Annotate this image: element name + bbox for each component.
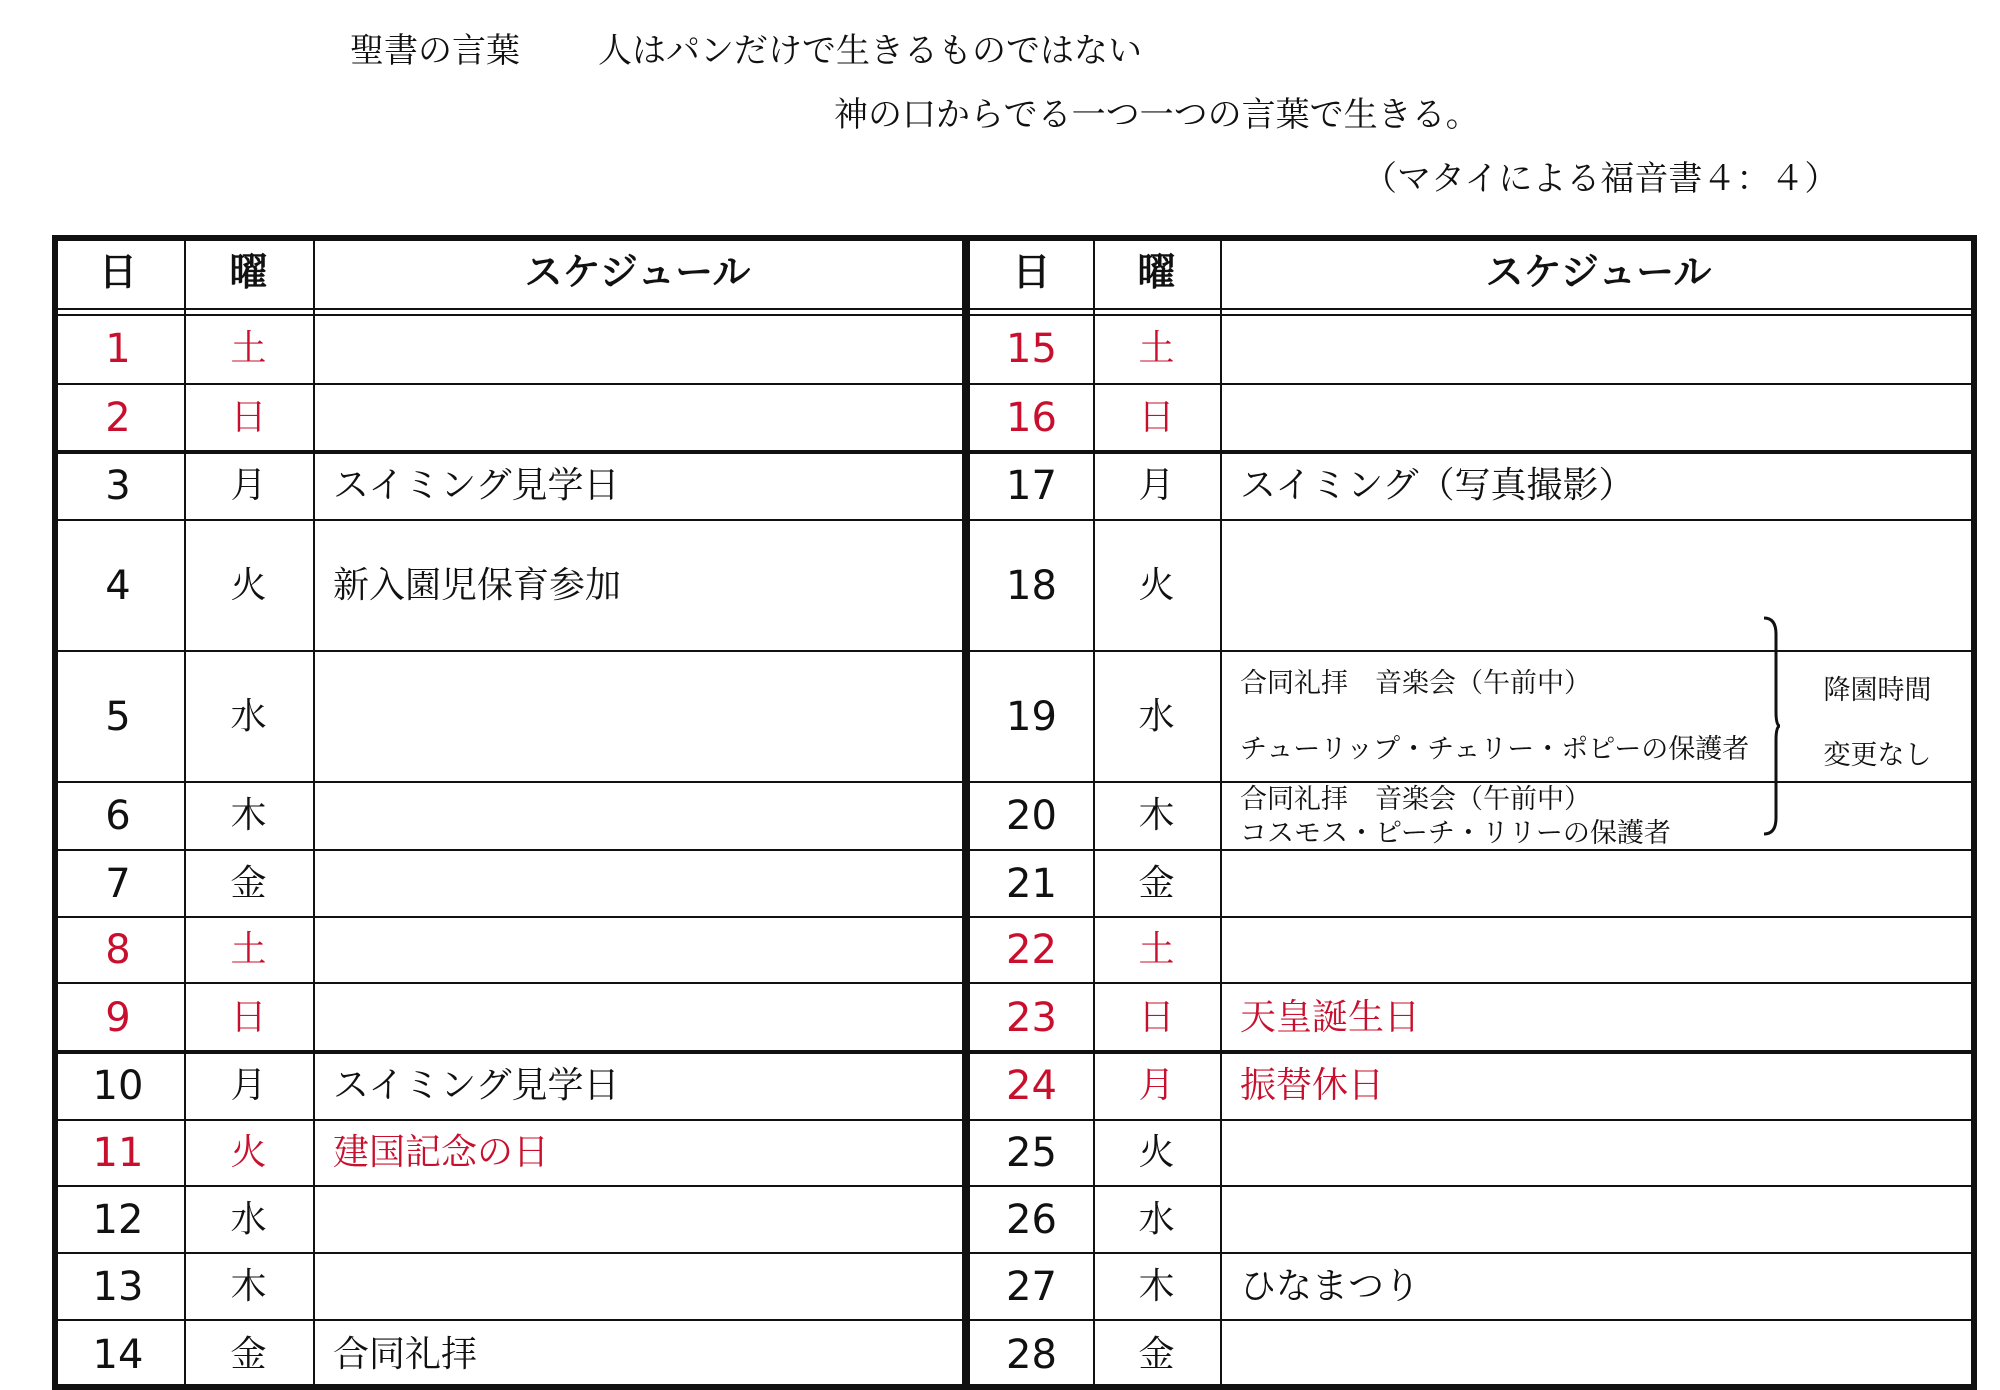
schedule-cell <box>313 314 962 384</box>
schedule-cell: 天皇誕生日 <box>1240 996 1421 1038</box>
schedule-cell <box>313 983 962 1052</box>
schedule-cell: 振替休日 <box>1240 1065 1385 1106</box>
weekday-cell: 火 <box>230 1132 267 1173</box>
weekday-cell: 金 <box>1138 862 1175 904</box>
day-cell: 22 <box>1006 927 1057 973</box>
weekday-cell: 金 <box>230 862 267 904</box>
schedule-cell <box>313 1253 962 1320</box>
header-weekday-right: 曜 <box>1137 249 1176 294</box>
weekday-cell: 日 <box>230 996 267 1038</box>
day-cell: 19 <box>1006 693 1057 740</box>
weekday-cell: 火 <box>230 564 267 606</box>
day-cell: 18 <box>1006 562 1057 609</box>
day-cell: 12 <box>92 1196 144 1243</box>
verse-line-2: 神の口からでる一つ一つの言葉で生きる。 <box>834 95 1480 135</box>
header-day-right: 日 <box>1012 249 1051 294</box>
day-cell: 27 <box>1006 1263 1057 1310</box>
schedule-line: 合同礼拝 音楽会（午前中） <box>1240 783 1591 815</box>
schedule-cell <box>1220 1120 1977 1186</box>
schedule-cell: ひなまつり <box>1240 1265 1421 1307</box>
day-cell: 4 <box>105 562 131 609</box>
schedule-cell <box>1220 520 1977 651</box>
weekday-cell: 土 <box>230 929 267 970</box>
schedule-line: チューリップ・チェリー・ポピーの保護者 <box>1240 733 1750 765</box>
day-cell: 17 <box>1006 463 1057 509</box>
weekday-cell: 土 <box>1138 328 1175 369</box>
weekday-cell: 日 <box>230 397 267 438</box>
day-cell: 24 <box>1006 1063 1057 1109</box>
schedule-cell <box>1220 850 1977 917</box>
day-cell: 5 <box>105 693 131 740</box>
weekday-cell: 月 <box>230 465 267 506</box>
weekday-cell: 日 <box>1138 996 1175 1038</box>
weekday-cell: 水 <box>1138 1198 1175 1240</box>
table-center-divider <box>962 235 970 1390</box>
day-cell: 7 <box>105 860 131 907</box>
weekday-cell: 土 <box>230 328 267 369</box>
day-cell: 16 <box>1006 395 1057 441</box>
schedule-cell <box>1220 917 1977 983</box>
schedule-cell <box>1220 314 1977 384</box>
weekday-cell: 水 <box>230 1198 267 1240</box>
day-cell: 15 <box>1006 326 1057 372</box>
day-cell: 28 <box>1006 1332 1057 1378</box>
schedule-cell <box>313 850 962 917</box>
schedule-cell: スイミング（写真撮影） <box>1240 465 1635 506</box>
day-cell: 2 <box>105 395 131 441</box>
schedule-cell <box>313 917 962 983</box>
schedule-cell <box>313 384 962 452</box>
day-cell: 26 <box>1006 1196 1057 1243</box>
day-cell: 3 <box>105 463 131 509</box>
day-cell: 6 <box>105 793 131 839</box>
schedule-cell <box>313 1186 962 1253</box>
day-cell: 11 <box>92 1130 144 1176</box>
day-cell: 10 <box>92 1063 144 1109</box>
weekday-cell: 火 <box>1138 1132 1175 1173</box>
day-cell: 23 <box>1006 994 1057 1041</box>
verse-text: 人はパンだけで生きるものではない <box>598 31 1142 71</box>
weekday-cell: 金 <box>230 1334 267 1375</box>
schedule-cell <box>313 651 962 782</box>
weekday-cell: 水 <box>230 695 267 737</box>
schedule-cell <box>1220 384 1977 452</box>
day-cell: 14 <box>92 1332 144 1378</box>
side-note-line-2: 変更なし <box>1823 739 1932 771</box>
header-rule-1 <box>52 308 1977 310</box>
verse-label: 聖書の言葉 <box>350 31 520 71</box>
weekday-cell: 月 <box>230 1065 267 1106</box>
schedule-line: 合同礼拝 音楽会（午前中） <box>1240 668 1591 700</box>
weekday-cell: 土 <box>1138 929 1175 970</box>
schedule-cell: 新入園児保育参加 <box>333 564 622 606</box>
verse-citation: （マタイによる福音書４：４） <box>1363 159 1839 199</box>
day-cell: 20 <box>1006 793 1057 839</box>
day-cell: 9 <box>105 994 131 1041</box>
schedule-cell <box>1220 1186 1977 1253</box>
day-cell: 21 <box>1006 860 1057 907</box>
schedule-cell: スイミング見学日 <box>333 1065 620 1106</box>
header-day-left: 日 <box>98 249 137 294</box>
schedule-cell: 合同礼拝 <box>333 1334 478 1375</box>
day-cell: 25 <box>1006 1130 1057 1176</box>
weekday-cell: 火 <box>1138 564 1175 606</box>
weekday-cell: 木 <box>230 795 267 836</box>
weekday-cell: 金 <box>1138 1334 1175 1375</box>
schedule-line: コスモス・ピーチ・リリーの保護者 <box>1240 817 1671 849</box>
schedule-cell: 建国記念の日 <box>333 1132 550 1173</box>
header-schedule-left: スケジュール <box>524 249 751 294</box>
weekday-cell: 水 <box>1138 695 1175 737</box>
weekday-cell: 木 <box>230 1265 267 1307</box>
weekday-cell: 木 <box>1138 1265 1175 1307</box>
bracket-icon <box>1762 616 1780 836</box>
day-cell: 13 <box>92 1263 144 1310</box>
day-cell: 1 <box>105 326 131 372</box>
header-schedule-right: スケジュール <box>1485 249 1712 294</box>
weekday-cell: 月 <box>1138 465 1175 506</box>
schedule-cell <box>1220 1320 1977 1390</box>
weekday-cell: 月 <box>1138 1065 1175 1106</box>
weekday-cell: 木 <box>1138 795 1175 836</box>
header-weekday-left: 曜 <box>229 249 268 294</box>
schedule-cell: スイミング見学日 <box>333 465 620 506</box>
schedule-cell <box>313 782 962 850</box>
side-note-line-1: 降園時間 <box>1823 674 1932 706</box>
day-cell: 8 <box>105 927 131 973</box>
weekday-cell: 日 <box>1138 397 1175 438</box>
